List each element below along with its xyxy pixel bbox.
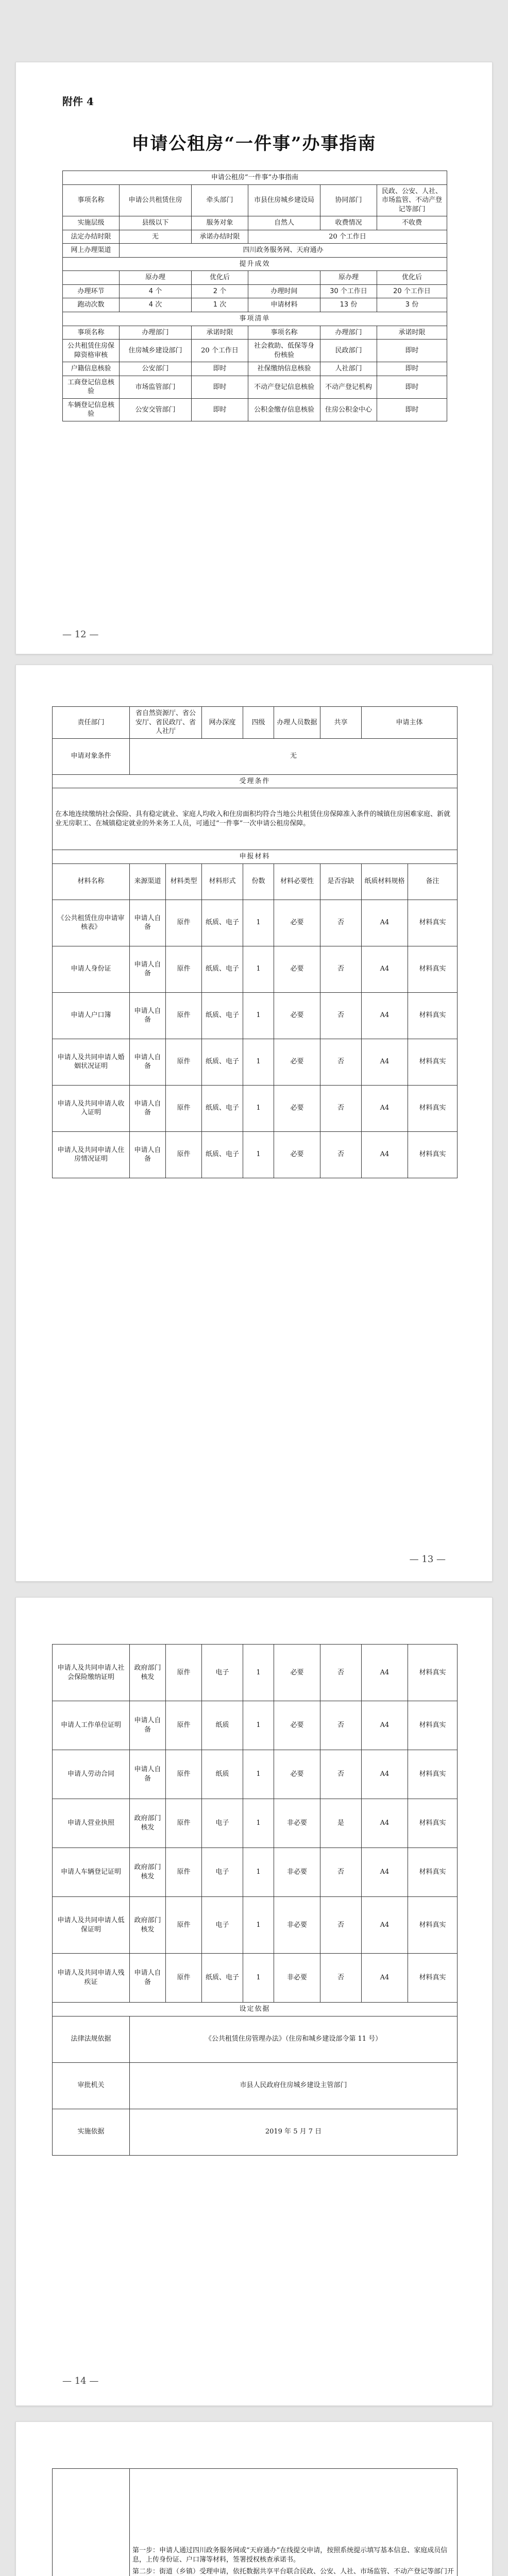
item-cell: 户籍信息核验 — [63, 362, 120, 376]
mat-cell: 必要 — [274, 1645, 320, 1701]
flow-step: 第二步：街道（乡镇）受理申请，依托数据共享平台联合民政、公安、人社、市场监管、不动产登记等部门开 — [132, 2568, 454, 2576]
mat-header-cell: 材料类型 — [166, 863, 202, 900]
mat-cell: 材料真实 — [408, 1954, 458, 2003]
mat-cell: 政府部门核发 — [130, 1645, 166, 1701]
item-cell: 即时 — [192, 362, 248, 376]
materials-table-continued — [52, 1644, 458, 2156]
item-header-cell: 承诺时限 — [377, 326, 447, 340]
table-row — [63, 376, 447, 398]
mat-cell: 政府部门核发 — [130, 1848, 166, 1897]
mat-header-cell: 来源渠道 — [130, 863, 166, 900]
item-cell: 即时 — [377, 362, 447, 376]
mat-header-cell: 材料形式 — [202, 863, 243, 900]
mat-cell: 纸质、电子 — [202, 1039, 243, 1085]
table-row — [53, 1897, 458, 1954]
legal-label: 审批机关 — [53, 2062, 130, 2109]
table-row — [63, 340, 447, 362]
impl-level-label: 实施层级 — [63, 216, 120, 230]
mat-header-cell: 材料名称 — [53, 863, 130, 900]
coop-dept: 民政、公安、人社、市场监管、不动产登记等部门 — [377, 184, 447, 216]
mat-cell: 申请人工作单位证明 — [53, 1701, 130, 1750]
opt-label: 跑动次数 — [63, 298, 120, 312]
mat-cell: 非必要 — [274, 1897, 320, 1954]
section-items: 事项清单 — [63, 312, 447, 326]
mat-cell: A4 — [362, 1954, 408, 2003]
guide-table — [62, 171, 447, 421]
mat-cell: 必要 — [274, 1750, 320, 1799]
item-cell: 即时 — [377, 398, 447, 421]
mat-cell: 原件 — [166, 1848, 202, 1897]
subject-label: 申请主体 — [362, 707, 458, 739]
mat-cell: 原件 — [166, 992, 202, 1039]
item-cell: 社会救助、低保等身份核验 — [248, 340, 320, 362]
mat-cell: 申请人劳动合同 — [53, 1750, 130, 1799]
legal-value: 市县人民政府住房城乡建设主管部门 — [130, 2062, 458, 2109]
fee: 不收费 — [377, 216, 447, 230]
mat-cell: 申请人自备 — [130, 1039, 166, 1085]
item-cell: 工商登记信息核验 — [63, 376, 120, 398]
mat-cell: 否 — [320, 1645, 362, 1701]
fee-label: 收费情况 — [320, 216, 377, 230]
item-header-cell: 办理部门 — [320, 326, 377, 340]
mat-cell: 是 — [320, 1799, 362, 1848]
mat-cell: 申请人及共同申请人低保证明 — [53, 1897, 130, 1954]
item-cell: 即时 — [192, 398, 248, 421]
opt-before: 4 次 — [120, 298, 192, 312]
mat-cell: 否 — [320, 946, 362, 992]
mat-cell: 申请人自备 — [130, 1750, 166, 1799]
process-table — [52, 2468, 458, 2576]
item-cell: 民政部门 — [320, 340, 377, 362]
mat-cell: 必要 — [274, 1085, 320, 1131]
mat-cell: 必要 — [274, 946, 320, 992]
legal-value: 2019 年 5 月 7 日 — [130, 2109, 458, 2155]
mat-cell: 否 — [320, 900, 362, 946]
opt-after: 3 份 — [377, 298, 447, 312]
mat-cell: 申请人自备 — [130, 992, 166, 1039]
document-page-2 — [15, 665, 493, 1582]
mat-cell: 材料真实 — [408, 1799, 458, 1848]
mat-cell: 原件 — [166, 1085, 202, 1131]
opt-before: 13 份 — [320, 298, 377, 312]
mat-cell: 纸质 — [202, 1701, 243, 1750]
opt-after: 1 次 — [192, 298, 248, 312]
mat-cell: A4 — [362, 1750, 408, 1799]
mat-cell: 1 — [243, 1085, 274, 1131]
mat-cell: A4 — [362, 1645, 408, 1701]
opt-header-cell: 原办理 — [120, 271, 192, 285]
mat-cell: 材料真实 — [408, 1750, 458, 1799]
mat-cell: 必要 — [274, 1131, 320, 1178]
table-row — [53, 1750, 458, 1799]
mat-cell: 申请人自备 — [130, 900, 166, 946]
mat-cell: 必要 — [274, 1701, 320, 1750]
lead-dept-label: 牵头部门 — [192, 184, 248, 216]
mat-cell: 政府部门核发 — [130, 1897, 166, 1954]
item-cell: 住房城乡建设部门 — [120, 340, 192, 362]
item-cell: 20 个工作日 — [192, 340, 248, 362]
mat-cell: 必要 — [274, 992, 320, 1039]
document-page-3 — [15, 1597, 493, 2406]
mat-cell: A4 — [362, 946, 408, 992]
mat-cell: 原件 — [166, 1039, 202, 1085]
mat-cell: 原件 — [166, 1897, 202, 1954]
mat-cell: 否 — [320, 1039, 362, 1085]
mat-cell: 否 — [320, 1954, 362, 2003]
mat-cell: A4 — [362, 1897, 408, 1954]
section-legal-basis: 设定依据 — [53, 2003, 458, 2016]
mat-cell: 申请人及共同申请人婚姻状况证明 — [53, 1039, 130, 1085]
table-row — [63, 298, 447, 312]
page-number: — 12 — — [62, 629, 99, 640]
mat-cell: 纸质 — [202, 1750, 243, 1799]
mat-cell: 非必要 — [274, 1848, 320, 1897]
opt-after: 20 个工作日 — [377, 284, 447, 298]
table-row — [53, 992, 458, 1039]
mat-cell: 申请人车辆登记证明 — [53, 1848, 130, 1897]
table-row — [53, 1085, 458, 1131]
mat-cell: 原件 — [166, 1799, 202, 1848]
item-cell: 公积金缴存信息核验 — [248, 398, 320, 421]
item-header-cell: 办理部门 — [120, 326, 192, 340]
promise-limit-label: 承诺办结时限 — [192, 230, 248, 244]
mat-cell: 否 — [320, 1750, 362, 1799]
mat-cell: 必要 — [274, 1039, 320, 1085]
mat-cell: 申请人营业执照 — [53, 1799, 130, 1848]
table-row — [53, 1701, 458, 1750]
opt-header-cell: 优化后 — [192, 271, 248, 285]
mat-cell: 原件 — [166, 1750, 202, 1799]
mat-cell: 材料真实 — [408, 900, 458, 946]
mat-cell: 纸质、电子 — [202, 1954, 243, 2003]
mat-cell: 1 — [243, 1848, 274, 1897]
item-cell: 不动产登记机构 — [320, 376, 377, 398]
opt-header-cell: 优化后 — [377, 271, 447, 285]
section-process: 受理条件 — [53, 774, 458, 788]
legal-limit-label: 法定办结时限 — [63, 230, 120, 244]
object: 自然人 — [248, 216, 320, 230]
legal-label: 法律法规依据 — [53, 2016, 130, 2062]
mat-cell: 原件 — [166, 900, 202, 946]
table-row — [53, 1039, 458, 1085]
mat-cell: 1 — [243, 1645, 274, 1701]
data-label: 办理人员数据 — [274, 707, 320, 739]
mat-cell: 必要 — [274, 900, 320, 946]
mat-cell: 1 — [243, 1701, 274, 1750]
item-cell: 不动产登记信息核验 — [248, 376, 320, 398]
item-cell: 市场监管部门 — [120, 376, 192, 398]
channel-label: 网上办理渠道 — [63, 244, 120, 258]
mat-cell: 原件 — [166, 1645, 202, 1701]
mat-cell: 1 — [243, 1039, 274, 1085]
mat-cell: 《公共租赁住房申请审核表》 — [53, 900, 130, 946]
mat-cell: 否 — [320, 992, 362, 1039]
mat-cell: 申请人及共同申请人收入证明 — [53, 1085, 130, 1131]
item-cell: 即时 — [192, 376, 248, 398]
impl-level: 县级以下 — [120, 216, 192, 230]
mat-cell: 材料真实 — [408, 1131, 458, 1178]
item-name: 申请公共租赁住房 — [120, 184, 192, 216]
mat-cell: 1 — [243, 1954, 274, 2003]
mat-cell: 电子 — [202, 1848, 243, 1897]
item-cell: 即时 — [377, 340, 447, 362]
mat-cell: 纸质、电子 — [202, 992, 243, 1039]
mat-cell: 否 — [320, 1848, 362, 1897]
process-text: 在本地连续缴纳社会保险、具有稳定就业、家庭人均收入和住房面积均符合当地公共租赁住房保障准入条件的城镇住房困难家庭、新就业无房职工、在城镇稳定就业的外来务工人员，可通过“一件事”一次申请公租房保障。 — [53, 788, 458, 850]
mat-cell: 申请人自备 — [130, 946, 166, 992]
item-cell: 社保缴纳信息核验 — [248, 362, 320, 376]
object-label: 服务对象 — [192, 216, 248, 230]
item-name-label: 事项名称 — [63, 184, 120, 216]
mat-cell: 纸质、电子 — [202, 1085, 243, 1131]
mat-cell: A4 — [362, 1131, 408, 1178]
table-row — [63, 362, 447, 376]
mat-cell: 政府部门核发 — [130, 1799, 166, 1848]
materials-table — [52, 706, 458, 1178]
mat-cell: 否 — [320, 1701, 362, 1750]
coop-dept-label: 协同部门 — [320, 184, 377, 216]
mat-cell: 1 — [243, 900, 274, 946]
opt-after: 2 个 — [192, 284, 248, 298]
opt-label: 办理环节 — [63, 284, 120, 298]
item-cell: 公安交管部门 — [120, 398, 192, 421]
mat-cell: 非必要 — [274, 1799, 320, 1848]
mat-cell: 申请人自备 — [130, 1701, 166, 1750]
document-page-1 — [15, 62, 493, 654]
mat-cell: 申请人户口簿 — [53, 992, 130, 1039]
table-row — [53, 1848, 458, 1897]
annex-label: 附件 4 — [62, 95, 94, 108]
mat-cell: A4 — [362, 1085, 408, 1131]
mat-cell: 材料真实 — [408, 992, 458, 1039]
mat-header-cell: 材料必要性 — [274, 863, 320, 900]
mat-cell: 纸质、电子 — [202, 1131, 243, 1178]
mat-header-cell: 是否容缺 — [320, 863, 362, 900]
page-number: — 14 — — [62, 2376, 99, 2386]
mat-cell: 申请人自备 — [130, 1131, 166, 1178]
section-optimization: 提升成效 — [63, 257, 447, 271]
mat-cell: 申请人及共同申请人残疾证 — [53, 1954, 130, 2003]
mat-cell: 电子 — [202, 1897, 243, 1954]
mat-cell: 原件 — [166, 1131, 202, 1178]
table-row — [53, 1131, 458, 1178]
mat-cell: A4 — [362, 1799, 408, 1848]
mat-cell: 申请人及共同申请人住房情况证明 — [53, 1131, 130, 1178]
mat-cell: 原件 — [166, 1701, 202, 1750]
opt-label: 办理时间 — [248, 284, 320, 298]
mat-cell: 材料真实 — [408, 1085, 458, 1131]
mat-cell: 否 — [320, 1085, 362, 1131]
mat-cell: A4 — [362, 900, 408, 946]
item-header-cell: 事项名称 — [248, 326, 320, 340]
eligibility-value: 无 — [130, 738, 458, 774]
mat-cell: 原件 — [166, 1954, 202, 2003]
table-row — [53, 1645, 458, 1701]
opt-header-cell — [63, 271, 120, 285]
mat-cell: A4 — [362, 992, 408, 1039]
mat-cell: 材料真实 — [408, 1701, 458, 1750]
item-cell: 住房公积金中心 — [320, 398, 377, 421]
page-title: 申请公租房“一件事”办事指南 — [131, 133, 377, 154]
document-page-4 — [15, 2421, 493, 2576]
item-header-cell: 事项名称 — [63, 326, 120, 340]
mat-cell: 非必要 — [274, 1954, 320, 2003]
depth-label: 网办深度 — [202, 707, 243, 739]
mat-cell: 1 — [243, 1897, 274, 1954]
mat-cell: 材料真实 — [408, 946, 458, 992]
legal-label: 实施依据 — [53, 2109, 130, 2155]
resp-dept: 省自然资源厅、省公安厅、省民政厅、省人社厅 — [130, 707, 202, 739]
mat-cell: 纸质、电子 — [202, 900, 243, 946]
page-number: — 13 — — [409, 1554, 446, 1565]
legal-value: 《公共租赁住房管理办法》（住房和城乡建设部令第 11 号） — [130, 2016, 458, 2062]
mat-header-cell: 份数 — [243, 863, 274, 900]
opt-label: 申请材料 — [248, 298, 320, 312]
mat-cell: 纸质、电子 — [202, 946, 243, 992]
item-cell: 车辆登记信息核验 — [63, 398, 120, 421]
mat-cell: A4 — [362, 1039, 408, 1085]
table-row — [63, 398, 447, 421]
data-value: 共享 — [320, 707, 362, 739]
mat-cell: 原件 — [166, 946, 202, 992]
mat-cell: 申请人身份证 — [53, 946, 130, 992]
mat-cell: 申请人自备 — [130, 1085, 166, 1131]
table-row — [53, 946, 458, 992]
mat-cell: 材料真实 — [408, 1039, 458, 1085]
mat-header-cell: 纸质材料规格 — [362, 863, 408, 900]
table-row — [63, 284, 447, 298]
opt-before: 30 个工作日 — [320, 284, 377, 298]
mat-cell: 电子 — [202, 1645, 243, 1701]
mat-cell: 材料真实 — [408, 1645, 458, 1701]
lead-dept: 市县住房城乡建设局 — [248, 184, 320, 216]
mat-cell: 申请人及共同申请人社会保险缴纳证明 — [53, 1645, 130, 1701]
flow-step: 第一步：申请人通过四川政务服务网或“天府通办”在线提交申请，按照系统提示填写基本信息、家庭成员信息，上传身份证、户口簿等材料，签署授权核查承诺书。 — [132, 2547, 448, 2564]
item-cell: 公安部门 — [120, 362, 192, 376]
item-cell: 人社部门 — [320, 362, 377, 376]
mat-cell: A4 — [362, 1701, 408, 1750]
eligibility-label: 申请对象条件 — [53, 738, 130, 774]
mat-cell: 材料真实 — [408, 1848, 458, 1897]
opt-header-cell: 原办理 — [320, 271, 377, 285]
table-row — [53, 1799, 458, 1848]
mat-cell: 1 — [243, 946, 274, 992]
mat-cell: 否 — [320, 1131, 362, 1178]
mat-cell: 材料真实 — [408, 1897, 458, 1954]
flow-label — [53, 2469, 130, 2576]
item-cell: 公共租赁住房保障资格审核 — [63, 340, 120, 362]
mat-cell: 1 — [243, 992, 274, 1039]
mat-cell: 1 — [243, 1799, 274, 1848]
resp-dept-label: 责任部门 — [53, 707, 130, 739]
opt-before: 4 个 — [120, 284, 192, 298]
opt-header-cell — [248, 271, 320, 285]
table-caption: 申请公租房“一件事”办事指南 — [63, 171, 447, 185]
mat-header-cell: 备注 — [408, 863, 458, 900]
item-header-cell: 承诺时限 — [192, 326, 248, 340]
mat-cell: 申请人自备 — [130, 1954, 166, 2003]
table-row — [53, 1954, 458, 2003]
mat-cell: 否 — [320, 1897, 362, 1954]
mat-cell: 电子 — [202, 1799, 243, 1848]
section-materials: 申报材料 — [53, 850, 458, 864]
mat-cell: 1 — [243, 1750, 274, 1799]
legal-limit: 无 — [120, 230, 192, 244]
table-row — [53, 900, 458, 946]
depth: 四级 — [243, 707, 274, 739]
mat-cell: 1 — [243, 1131, 274, 1178]
promise-limit: 20 个工作日 — [248, 230, 447, 244]
mat-cell: A4 — [362, 1848, 408, 1897]
channel: 四川政务服务网、天府通办 — [120, 244, 447, 258]
item-cell: 即时 — [377, 376, 447, 398]
